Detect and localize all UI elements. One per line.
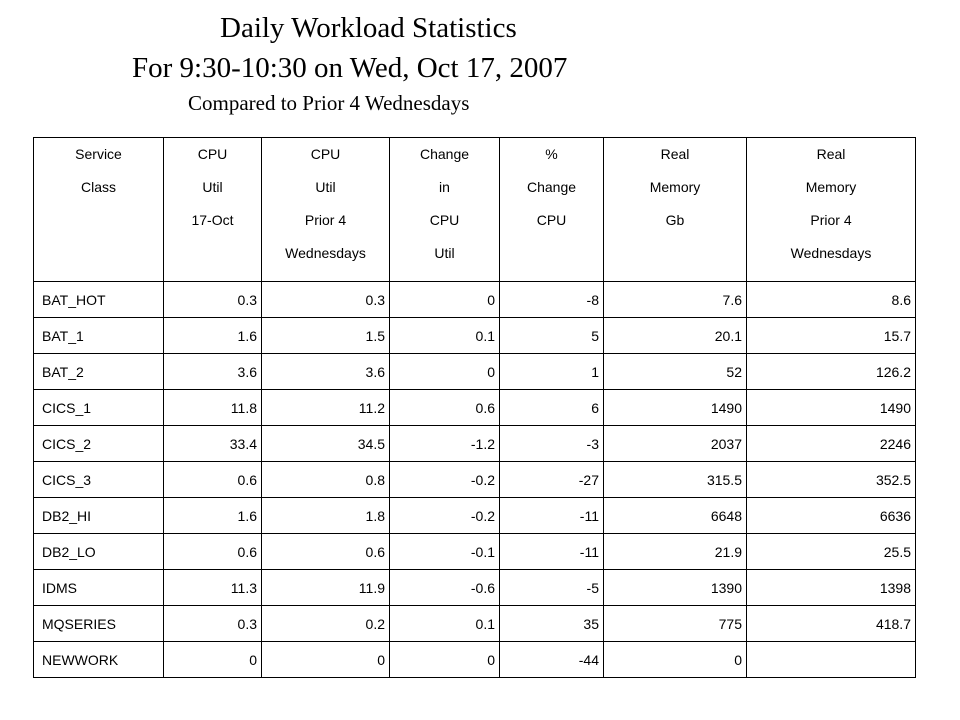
change-cpu-cell: 0.1 bbox=[390, 318, 500, 354]
pct-change-cell: -11 bbox=[500, 534, 604, 570]
table-row bbox=[34, 354, 916, 390]
header-line: Util bbox=[202, 179, 223, 195]
header-line: CPU bbox=[310, 146, 341, 162]
service-class-cell: MQSERIES bbox=[34, 606, 164, 642]
change-cpu-cell: 0 bbox=[390, 282, 500, 318]
change-cpu-cell: 0 bbox=[390, 354, 500, 390]
service-class-cell: CICS_3 bbox=[34, 462, 164, 498]
service-class-cell: IDMS bbox=[34, 570, 164, 606]
real-memory-cell: 0 bbox=[604, 642, 747, 678]
pct-change-cell: 35 bbox=[500, 606, 604, 642]
header-line: Gb bbox=[665, 212, 685, 228]
header-line: Wednesdays bbox=[790, 245, 872, 261]
change-cpu-cell: -0.6 bbox=[390, 570, 500, 606]
service-class-cell: DB2_HI bbox=[34, 498, 164, 534]
change-cpu-cell: -1.2 bbox=[390, 426, 500, 462]
header-line: CPU bbox=[197, 146, 228, 162]
table-row bbox=[34, 606, 916, 642]
pct-change-cell: -5 bbox=[500, 570, 604, 606]
header-cpu-util-prior bbox=[262, 138, 390, 282]
table-row bbox=[34, 642, 916, 678]
real-memory-prior-cell: 25.5 bbox=[747, 534, 916, 570]
table-row bbox=[34, 426, 916, 462]
table-row bbox=[34, 462, 916, 498]
header-line: Real bbox=[816, 146, 846, 162]
cpu-util-cell: 0.6 bbox=[164, 462, 262, 498]
cpu-util-cell: 0.3 bbox=[164, 282, 262, 318]
cpu-util-prior-cell: 34.5 bbox=[262, 426, 390, 462]
cpu-util-cell: 11.3 bbox=[164, 570, 262, 606]
cpu-util-prior-cell: 0.8 bbox=[262, 462, 390, 498]
title-line-2: For 9:30-10:30 on Wed, Oct 17, 2007 bbox=[132, 52, 568, 84]
service-class-cell: DB2_LO bbox=[34, 534, 164, 570]
change-cpu-cell: -0.1 bbox=[390, 534, 500, 570]
cpu-util-cell: 0.3 bbox=[164, 606, 262, 642]
header-real-memory-gb bbox=[604, 138, 747, 282]
service-class-cell: CICS_1 bbox=[34, 390, 164, 426]
header-pct-change-cpu bbox=[500, 138, 604, 282]
header-line: Service bbox=[75, 146, 122, 162]
header-line: 17-Oct bbox=[191, 212, 234, 228]
header-line: Prior 4 bbox=[810, 212, 852, 228]
pct-change-cell: -3 bbox=[500, 426, 604, 462]
pct-change-cell: 1 bbox=[500, 354, 604, 390]
header-line: Util bbox=[434, 245, 455, 261]
change-cpu-cell: 0.6 bbox=[390, 390, 500, 426]
service-class-cell: NEWWORK bbox=[34, 642, 164, 678]
change-cpu-cell: -0.2 bbox=[390, 498, 500, 534]
change-cpu-cell: -0.2 bbox=[390, 462, 500, 498]
cpu-util-prior-cell: 0.2 bbox=[262, 606, 390, 642]
cpu-util-prior-cell: 11.2 bbox=[262, 390, 390, 426]
real-memory-prior-cell: 15.7 bbox=[747, 318, 916, 354]
real-memory-prior-cell: 8.6 bbox=[747, 282, 916, 318]
real-memory-prior-cell: 1398 bbox=[747, 570, 916, 606]
service-class-cell: BAT_HOT bbox=[34, 282, 164, 318]
pct-change-cell: 6 bbox=[500, 390, 604, 426]
pct-change-cell: -8 bbox=[500, 282, 604, 318]
header-line: Memory bbox=[805, 179, 857, 195]
table-row bbox=[34, 318, 916, 354]
real-memory-cell: 775 bbox=[604, 606, 747, 642]
cpu-util-prior-cell: 0 bbox=[262, 642, 390, 678]
header-line: in bbox=[439, 179, 450, 195]
cpu-util-prior-cell: 11.9 bbox=[262, 570, 390, 606]
real-memory-cell: 315.5 bbox=[604, 462, 747, 498]
header-service-class bbox=[34, 138, 164, 282]
header-line: Change bbox=[419, 146, 470, 162]
real-memory-cell: 6648 bbox=[604, 498, 747, 534]
header-real-memory-prior bbox=[747, 138, 916, 282]
header-line: Change bbox=[526, 179, 577, 195]
table-row bbox=[34, 390, 916, 426]
real-memory-prior-cell: 2246 bbox=[747, 426, 916, 462]
header-line: CPU bbox=[536, 212, 567, 228]
cpu-util-cell: 0.6 bbox=[164, 534, 262, 570]
header-line: Wednesdays bbox=[285, 245, 366, 261]
service-class-cell: CICS_2 bbox=[34, 426, 164, 462]
table-row bbox=[34, 282, 916, 318]
real-memory-prior-cell: 6636 bbox=[747, 498, 916, 534]
subtitle: Compared to Prior 4 Wednesdays bbox=[188, 91, 470, 115]
real-memory-cell: 52 bbox=[604, 354, 747, 390]
table-row bbox=[34, 570, 916, 606]
real-memory-prior-cell: 1490 bbox=[747, 390, 916, 426]
cpu-util-prior-cell: 1.8 bbox=[262, 498, 390, 534]
header-line: Util bbox=[315, 179, 336, 195]
real-memory-cell: 2037 bbox=[604, 426, 747, 462]
header-line: Memory bbox=[649, 179, 701, 195]
cpu-util-cell: 3.6 bbox=[164, 354, 262, 390]
header-cpu-util-17-oct bbox=[164, 138, 262, 282]
title-line-1: Daily Workload Statistics bbox=[220, 12, 517, 44]
header-row bbox=[34, 138, 916, 282]
cpu-util-cell: 11.8 bbox=[164, 390, 262, 426]
workload-table bbox=[33, 137, 916, 678]
real-memory-cell: 1390 bbox=[604, 570, 747, 606]
real-memory-prior-cell bbox=[747, 642, 916, 678]
header-line: % bbox=[545, 146, 558, 162]
header-line: CPU bbox=[429, 212, 460, 228]
table-row bbox=[34, 534, 916, 570]
change-cpu-cell: 0.1 bbox=[390, 606, 500, 642]
header-line: Prior 4 bbox=[304, 212, 347, 228]
pct-change-cell: -44 bbox=[500, 642, 604, 678]
cpu-util-cell: 1.6 bbox=[164, 498, 262, 534]
service-class-cell: BAT_1 bbox=[34, 318, 164, 354]
cpu-util-prior-cell: 0.6 bbox=[262, 534, 390, 570]
header-line: Real bbox=[660, 146, 690, 162]
service-class-cell: BAT_2 bbox=[34, 354, 164, 390]
cpu-util-prior-cell: 3.6 bbox=[262, 354, 390, 390]
real-memory-cell: 7.6 bbox=[604, 282, 747, 318]
cpu-util-prior-cell: 0.3 bbox=[262, 282, 390, 318]
cpu-util-prior-cell: 1.5 bbox=[262, 318, 390, 354]
pct-change-cell: -11 bbox=[500, 498, 604, 534]
pct-change-cell: 5 bbox=[500, 318, 604, 354]
header-change-cpu-util bbox=[390, 138, 500, 282]
real-memory-prior-cell: 418.7 bbox=[747, 606, 916, 642]
header-line: Class bbox=[80, 179, 116, 195]
real-memory-cell: 1490 bbox=[604, 390, 747, 426]
real-memory-prior-cell: 352.5 bbox=[747, 462, 916, 498]
real-memory-prior-cell: 126.2 bbox=[747, 354, 916, 390]
cpu-util-cell: 33.4 bbox=[164, 426, 262, 462]
table-row bbox=[34, 498, 916, 534]
cpu-util-cell: 1.6 bbox=[164, 318, 262, 354]
real-memory-cell: 21.9 bbox=[604, 534, 747, 570]
change-cpu-cell: 0 bbox=[390, 642, 500, 678]
cpu-util-cell: 0 bbox=[164, 642, 262, 678]
real-memory-cell: 20.1 bbox=[604, 318, 747, 354]
pct-change-cell: -27 bbox=[500, 462, 604, 498]
